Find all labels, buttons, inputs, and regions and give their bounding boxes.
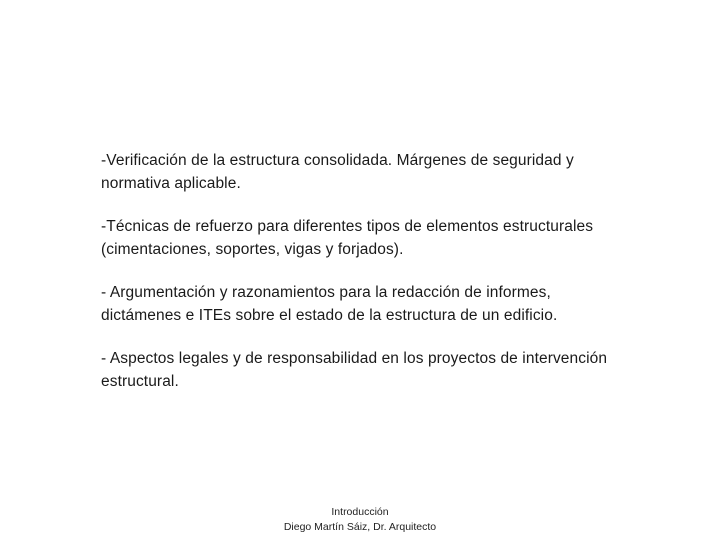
paragraph-aspectos-legales: - Aspectos legales y de responsabilidad en los proyectos de intervención estructural.: [101, 350, 608, 390]
footer-author: Diego Martín Sáiz, Dr. Arquitecto: [283, 521, 437, 533]
slide-body: [101, 149, 621, 413]
paragraph-verificacion: -Verificación de la estructura consolidada. Márgenes de seguridad y normativa aplicable.: [101, 152, 574, 192]
footer-section-title: Introducción: [331, 506, 389, 518]
paragraph-tecnicas-refuerzo: -Técnicas de refuerzo para diferentes tipos de elementos estructurales (cimentaciones, soportes, vigas y forjados).: [101, 218, 594, 258]
paragraph-argumentacion: - Argumentación y razonamientos para la redacción de informes, dictámenes e ITEs sobre el estado de la estructura de un edificio.: [101, 284, 558, 324]
slide-footer: [0, 505, 720, 535]
